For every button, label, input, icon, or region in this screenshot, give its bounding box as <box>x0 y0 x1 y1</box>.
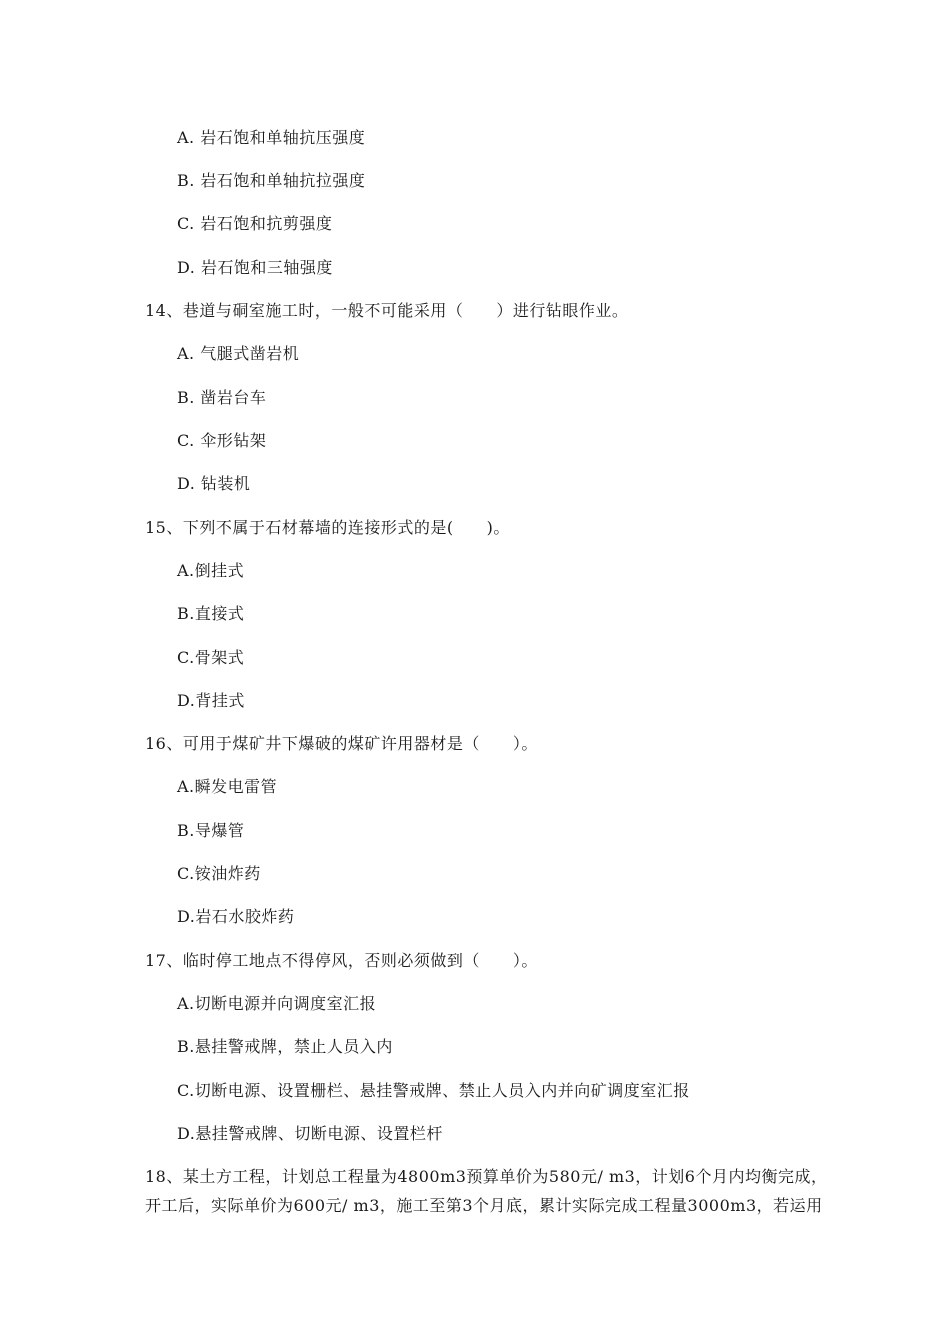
q16-option-c: C.铵油炸药 <box>177 864 261 883</box>
q15-option-d: D.背挂式 <box>177 691 245 710</box>
q18-question-line2: 开工后，实际单价为600元/ m3，施工至第3个月底，累计实际完成工程量3000m3，若运用 <box>145 1196 823 1215</box>
q13-option-d: D. 岩石饱和三轴强度 <box>177 258 333 277</box>
q13-option-c: C. 岩石饱和抗剪强度 <box>177 214 333 233</box>
q17-question: 17、临时停工地点不得停风，否则必须做到（ ）。 <box>145 951 538 970</box>
q14-option-c: C. 伞形钻架 <box>177 431 267 450</box>
q15-option-b: B.直接式 <box>177 604 245 623</box>
q17-option-c: C.切断电源、设置栅栏、悬挂警戒牌、禁止人员入内并向矿调度室汇报 <box>177 1081 690 1100</box>
q14-option-a: A. 气腿式凿岩机 <box>177 344 300 363</box>
q15-option-a: A.倒挂式 <box>177 561 245 580</box>
q14-question: 14、巷道与硐室施工时，一般不可能采用（ ）进行钻眼作业。 <box>145 301 629 320</box>
q17-option-d: D.悬挂警戒牌、切断电源、设置栏杆 <box>177 1124 443 1143</box>
q13-option-b: B. 岩石饱和单轴抗拉强度 <box>177 171 366 190</box>
q13-option-a: A. 岩石饱和单轴抗压强度 <box>177 128 366 147</box>
q16-option-d: D.岩石水胶炸药 <box>177 907 295 926</box>
q14-option-b: B. 凿岩台车 <box>177 388 267 407</box>
q17-option-a: A.切断电源并向调度室汇报 <box>177 994 377 1013</box>
q17-option-b: B.悬挂警戒牌，禁止人员入内 <box>177 1037 393 1056</box>
q15-option-c: C.骨架式 <box>177 648 245 667</box>
q18-question-line1: 18、某土方工程，计划总工程量为4800m3预算单价为580元/ m3，计划6个月内均衡完成， <box>145 1167 828 1186</box>
q16-option-a: A.瞬发电雷管 <box>177 777 278 796</box>
q16-question: 16、可用于煤矿井下爆破的煤矿许用器材是（ ）。 <box>145 734 538 753</box>
q15-question: 15、下列不属于石材幕墙的连接形式的是( )。 <box>145 518 510 537</box>
q16-option-b: B.导爆管 <box>177 821 245 840</box>
q14-option-d: D. 钻装机 <box>177 474 251 493</box>
